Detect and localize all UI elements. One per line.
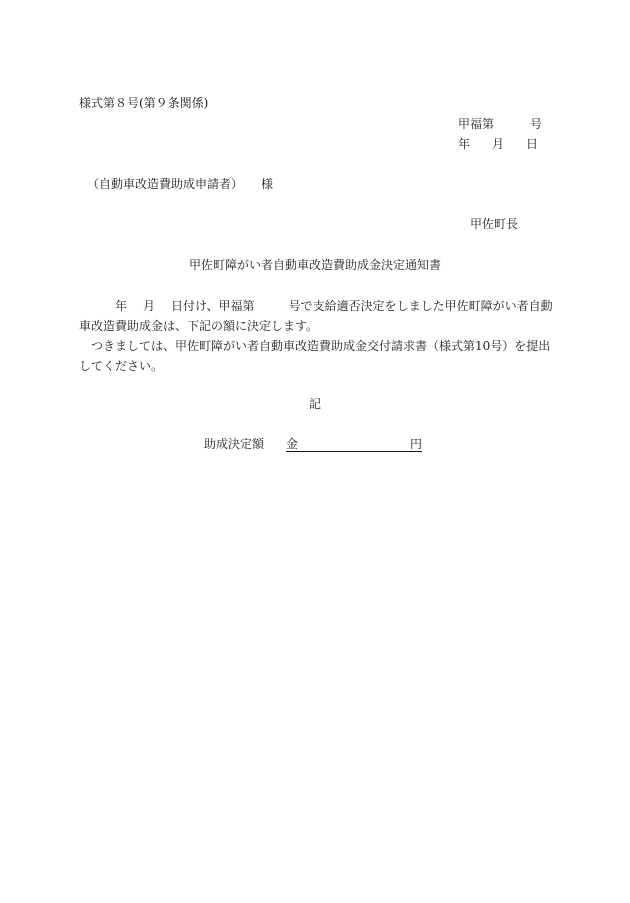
issue-date-line [458,138,538,150]
body-paragraph-1 [79,296,559,336]
form-number: 様式第８号(第９条関係) [79,96,209,110]
ki-notation: 記 [308,397,321,411]
date-year: 年 [458,137,471,151]
doc-number-prefix: 甲福第 [458,117,495,131]
body-rest: 号で支給適否決定をしました甲佐町障がい者自動車改造費助成金は、下記の額に決定します。 [79,299,553,333]
amount-label: 助成決定額 [204,437,265,451]
document-title: 甲佐町障がい者自動車改造費助成金決定通知書 [188,258,441,272]
issuer-title: 甲佐町長 [470,217,519,231]
recipient-honorific: 様 [261,177,274,191]
document-number-line [458,118,542,130]
date-day: 日 [526,137,539,151]
amount-prefix: 金 [286,437,299,451]
amount-row [204,438,422,452]
notice-body [79,296,559,376]
amount-field [286,438,422,452]
body-day-text: 日付け、甲福第 [171,299,255,313]
body-year: 年 [115,299,128,313]
recipient-line [87,178,273,190]
body-paragraph-2 [79,336,559,376]
body-month: 月 [143,299,156,313]
recipient-name: （自動車改造費助成申請者） [87,177,244,191]
date-month: 月 [492,137,505,151]
body-p2-text: つきましては、甲佐町障がい者自動車改造費助成金交付請求書（様式第10号）を提出してください。 [79,339,551,373]
doc-number-suffix: 号 [530,117,543,131]
amount-unit: 円 [410,437,423,451]
